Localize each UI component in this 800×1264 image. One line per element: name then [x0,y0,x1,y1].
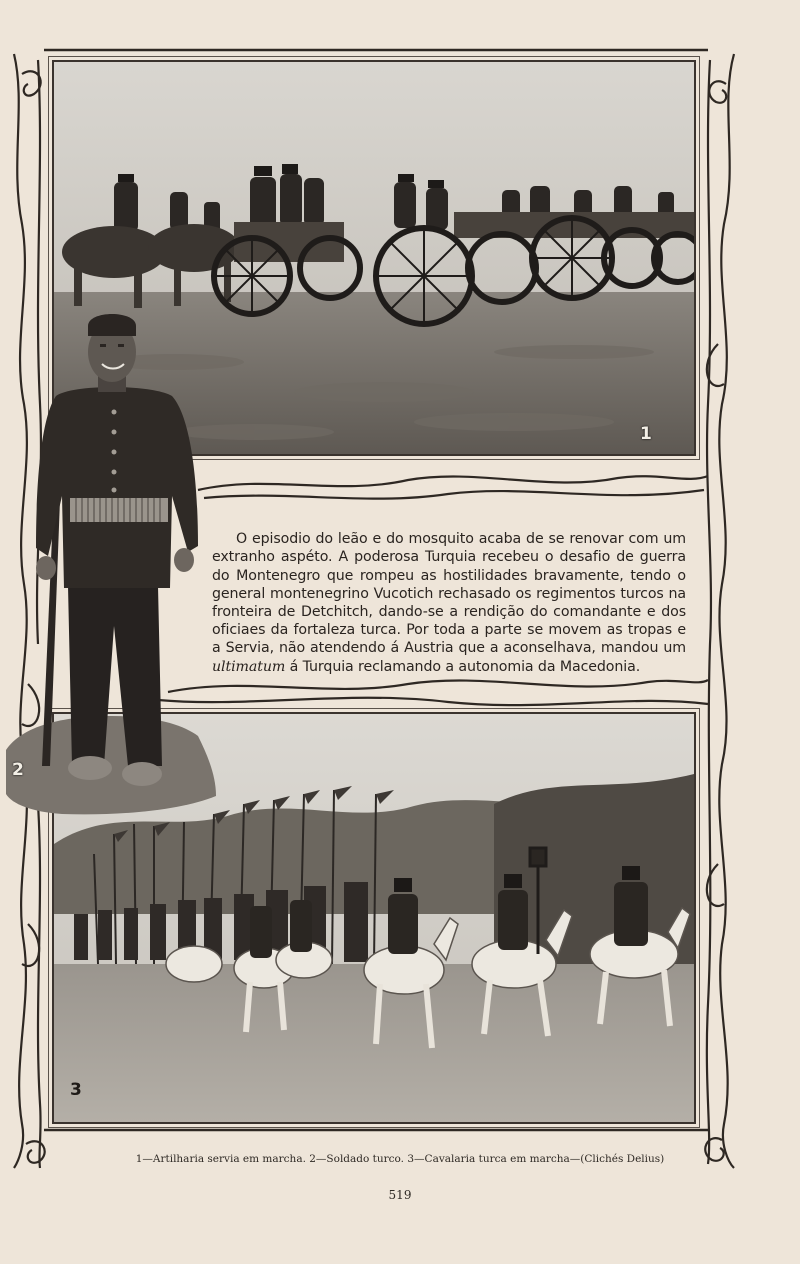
article-text-start: O episodio do leão e do mosquito acaba de se renovar com um extranho aspéto. A poderosa Turquia recebeu o desafio de guerra do Montenegro que rompeu as hostilidades bravamente, tendo o general montenegrino Vucotich rechasado os regimentos turcos na fronteira de Detchitch, dando-se a rendição do comandante e dos oficiaes da fortaleza turca. Por toda a parte se movem as tropas e a Servia, não atendendo á Austria que a aconselhava, mandou um [212,531,686,657]
photo-number-2: 2 [12,760,24,780]
turkish-soldier-photo [2,296,220,820]
photo-number-3: 3 [70,1080,82,1100]
page-number: 519 [388,1188,412,1202]
article-italic-word: ultimatum [212,658,286,675]
article-text [212,530,686,676]
photo-caption: 1—Artilharia servia em marcha. 2—Soldado turco. 3—Cavalaria turca em marcha—(Clichés Delius) [135,1153,665,1165]
article-text-end: á Turquia reclamando a autonomia da Macedonia. [285,658,641,675]
photo-number-1: 1 [640,424,652,444]
